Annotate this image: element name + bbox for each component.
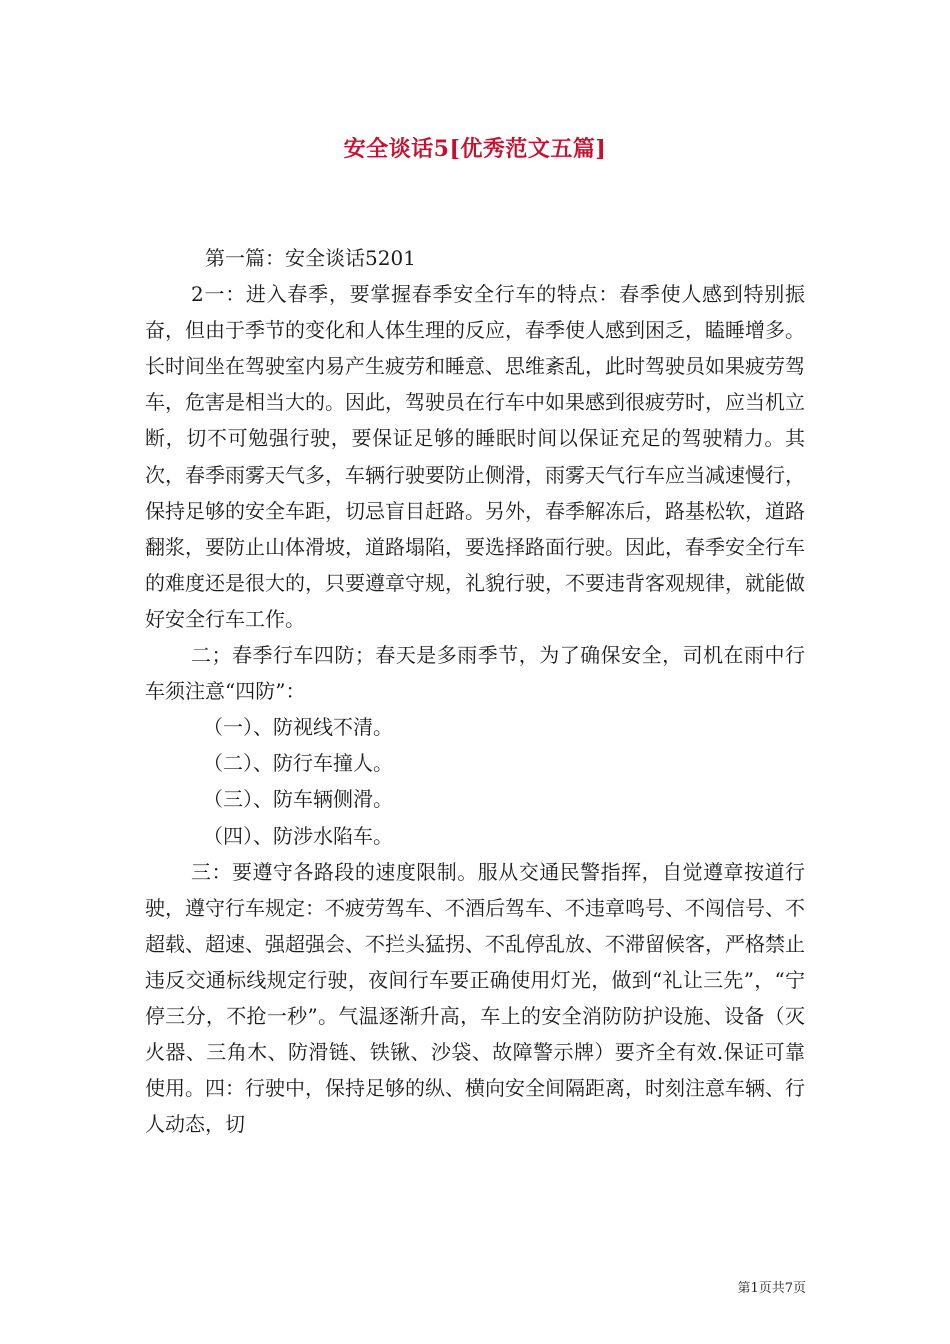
- paragraph-1: 2一：进入春季，要掌握春季安全行车的特点：春季使人感到特别振奋，但由于季节的变化和人体生理的反应，春季使人感到困乏，瞌睡增多。长时间坐在驾驶室内易产生疲劳和睡意、思维紊乱，此时驾驶员如果疲劳驾车，危害是相当大的。因此，驾驶员在行车中如果感到很疲劳时，应当机立断，切不可勉强行驶，要保证足够的睡眠时间以保证充足的驾驶精力。其次，春季雨雾天气多，车辆行驶要防止侧滑，雨雾天气行车应当减速慢行，保持足够的安全车距，切忌盲目赶路。另外，春季解冻后，路基松软，道路翻浆，要防止山体滑坡，道路塌陷，要选择路面行驶。因此，春季安全行车的难度还是很大的，只要遵章守规，礼貌行驶，不要违背客观规律，就能做好安全行车工作。: [145, 282, 805, 631]
- list-item-1: （一）、防视线不清。: [203, 715, 393, 740]
- document-title: 安全谈话5[优秀范文五篇]: [343, 136, 607, 162]
- paragraph-2: 二；春季行车四防；春天是多雨季节，为了确保安全，司机在雨中行车须注意“四防”：: [145, 643, 805, 704]
- list-item-4: （四）、防涉水陷车。: [203, 823, 393, 848]
- page-number: 第1页共7页: [737, 1281, 806, 1296]
- paragraph-3: 三：要遵守各路段的速度限制。服从交通民警指挥，自觉遵章按道行驶，遵守行车规定：不疲劳驾车、不酒后驾车、不违章鸣号、不闯信号、不超载、超速、强超强会、不拦头猛拐、不乱停乱放、不滞留候客，严格禁止违反交通标线规定行驶，夜间行车要正确使用灯光，做到“礼让三先”，“宁停三分，不抢一秒”。气温逐渐升高，车上的安全消防防护设施、设备（灭火器、三角木、防滑链、铁锹、沙袋、故障警示牌）要齐全有效.保证可靠使用。四：行驶中，保持足够的纵、横向安全间隔距离，时刻注意车辆、行人动态，切: [145, 859, 805, 1137]
- document-body: [145, 240, 805, 1142]
- section-heading: 第一篇：安全谈话5201: [205, 246, 416, 270]
- list-item-2: （二）、防行车撞人。: [203, 751, 393, 776]
- list-item-3: （三）、防车辆侧滑。: [203, 787, 393, 812]
